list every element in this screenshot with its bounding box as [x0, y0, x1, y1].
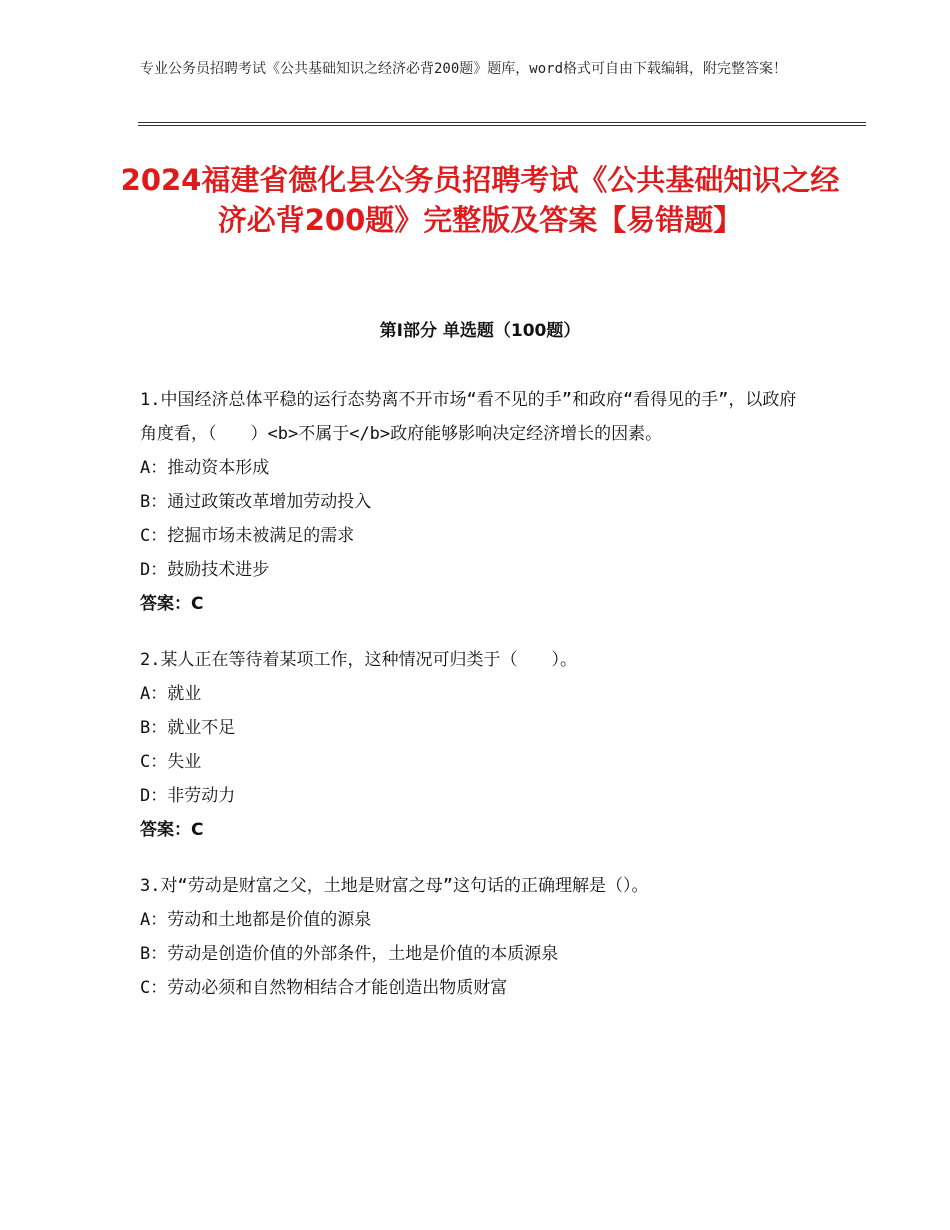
option-b: B：就业不足 — [140, 718, 236, 738]
question-1 — [140, 383, 810, 621]
option-d: D：非劳动力 — [140, 786, 236, 806]
option-b: B：通过政策改革增加劳动投入 — [140, 492, 372, 512]
question-3 — [140, 869, 810, 1005]
header-divider-top — [138, 122, 866, 123]
option-a: A：劳动和土地都是价值的源泉 — [140, 910, 372, 930]
question-stem: 1.中国经济总体平稳的运行态势离不开市场“看不见的手”和政府“看得见的手”，以政府角度看，（ ）<b>不属于</b>政府能够影响决定经济增长的因素。 — [140, 390, 797, 444]
question-2 — [140, 643, 810, 847]
option-a: A：推动资本形成 — [140, 458, 270, 478]
question-stem: 3.对“劳动是财富之父，土地是财富之母”这句话的正确理解是（）。 — [140, 876, 649, 896]
option-b: B：劳动是创造价值的外部条件，土地是价值的本质源泉 — [140, 944, 559, 964]
option-c: C：挖掘市场未被满足的需求 — [140, 526, 355, 546]
header-note: 专业公务员招聘考试《公共基础知识之经济必背200题》题库，word格式可自由下载编辑，附完整答案！ — [140, 61, 787, 77]
option-d: D：鼓励技术进步 — [140, 560, 270, 580]
option-c: C：失业 — [140, 752, 202, 772]
header-divider-bottom — [138, 125, 866, 126]
option-a: A：就业 — [140, 684, 202, 704]
answer: 答案：C — [140, 594, 204, 614]
question-list — [140, 383, 810, 1027]
option-c: C：劳动必须和自然物相结合才能创造出物质财富 — [140, 978, 508, 998]
answer: 答案：C — [140, 820, 204, 840]
question-stem: 2.某人正在等待着某项工作，这种情况可归类于（ ）。 — [140, 650, 577, 670]
document-title: 2024福建省德化县公务员招聘考试《公共基础知识之经济必背200题》完整版及答案【易错题】 — [120, 163, 840, 237]
section-title: 第Ⅰ部分 单选题（100题） — [379, 321, 581, 341]
